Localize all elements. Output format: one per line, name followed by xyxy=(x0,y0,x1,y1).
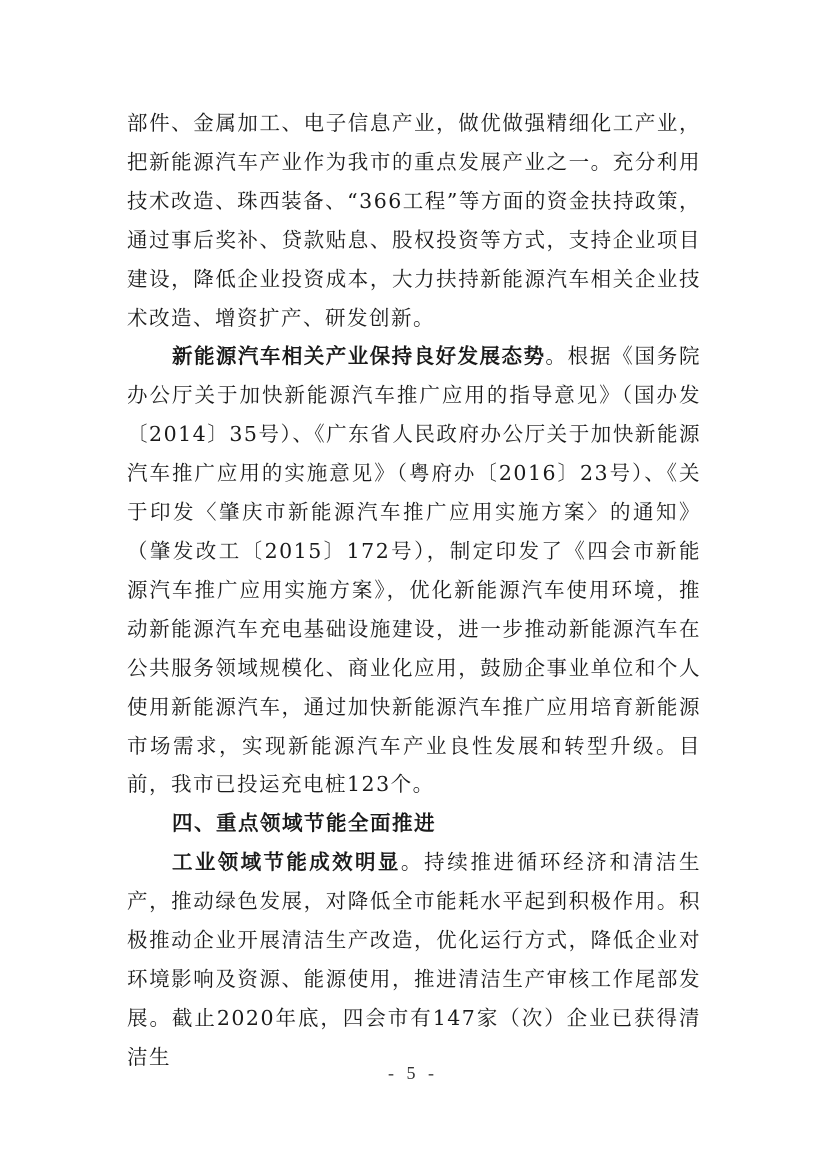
paragraph-lead-bold: 新能源汽车相关产业保持良好发展态势 xyxy=(172,344,546,369)
paragraph-text: 部件、金属加工、电子信息产业，做优做强精细化工产业，把新能源汽车产业作为我市的重点发展产业之一。充分利用技术改造、珠西装备、“366工程”等方面的资金扶持政策，通过事后奖补、贷款贴息、股权投资等方式，支持企业项目建设，降低企业投资成本，大力扶持新能源汽车相关企业技术改造、增资扩产、研发创新。 xyxy=(127,111,701,330)
paragraph-nev-industry xyxy=(127,337,701,804)
paragraph-industrial-energy-saving xyxy=(127,843,701,1076)
paragraph-text: 。持续推进循环经济和清洁生产，推动绿色发展，对降低全市能耗水平起到积极作用。积极推动企业开展清洁生产改造，优化运行方式，降低企业对环境影响及资源、能源使用，推进清洁生产审核工作尾部发展。截止2020年底，四会市有147家（次）企业已获得清洁生 xyxy=(127,850,702,1069)
paragraph-lead-bold: 工业领域节能成效明显 xyxy=(172,850,401,875)
paragraph-industry-support xyxy=(127,104,701,337)
page-number: - 5 - xyxy=(388,1063,438,1083)
document-page xyxy=(127,104,701,1077)
paragraph-text: 。根据《国务院办公厅关于加快新能源汽车推广应用的指导意见》（国办发〔2014〕35号）、《广东省人民政府办公厅关于加快新能源汽车推广应用的实施意见》（粤府办〔2016〕23号）、《关于印发〈肇庆市新能源汽车推广应用实施方案〉的通知》（肇发改工〔2015〕172号），制定印发了《四会市新能源汽车推广应用实施方案》，优化新能源汽车使用环境，推动新能源汽车充电基础设施建设，进一步推动新能源汽车在公共服务领域规模化、商业化应用，鼓励企事业单位和个人使用新能源汽车，通过加快新能源汽车推广应用培育新能源市场需求，实现新能源汽车产业良性发展和转型升级。目前，我市已投运充电桩123个。 xyxy=(127,344,701,797)
section-heading: 四、重点领域节能全面推进 xyxy=(172,811,436,836)
